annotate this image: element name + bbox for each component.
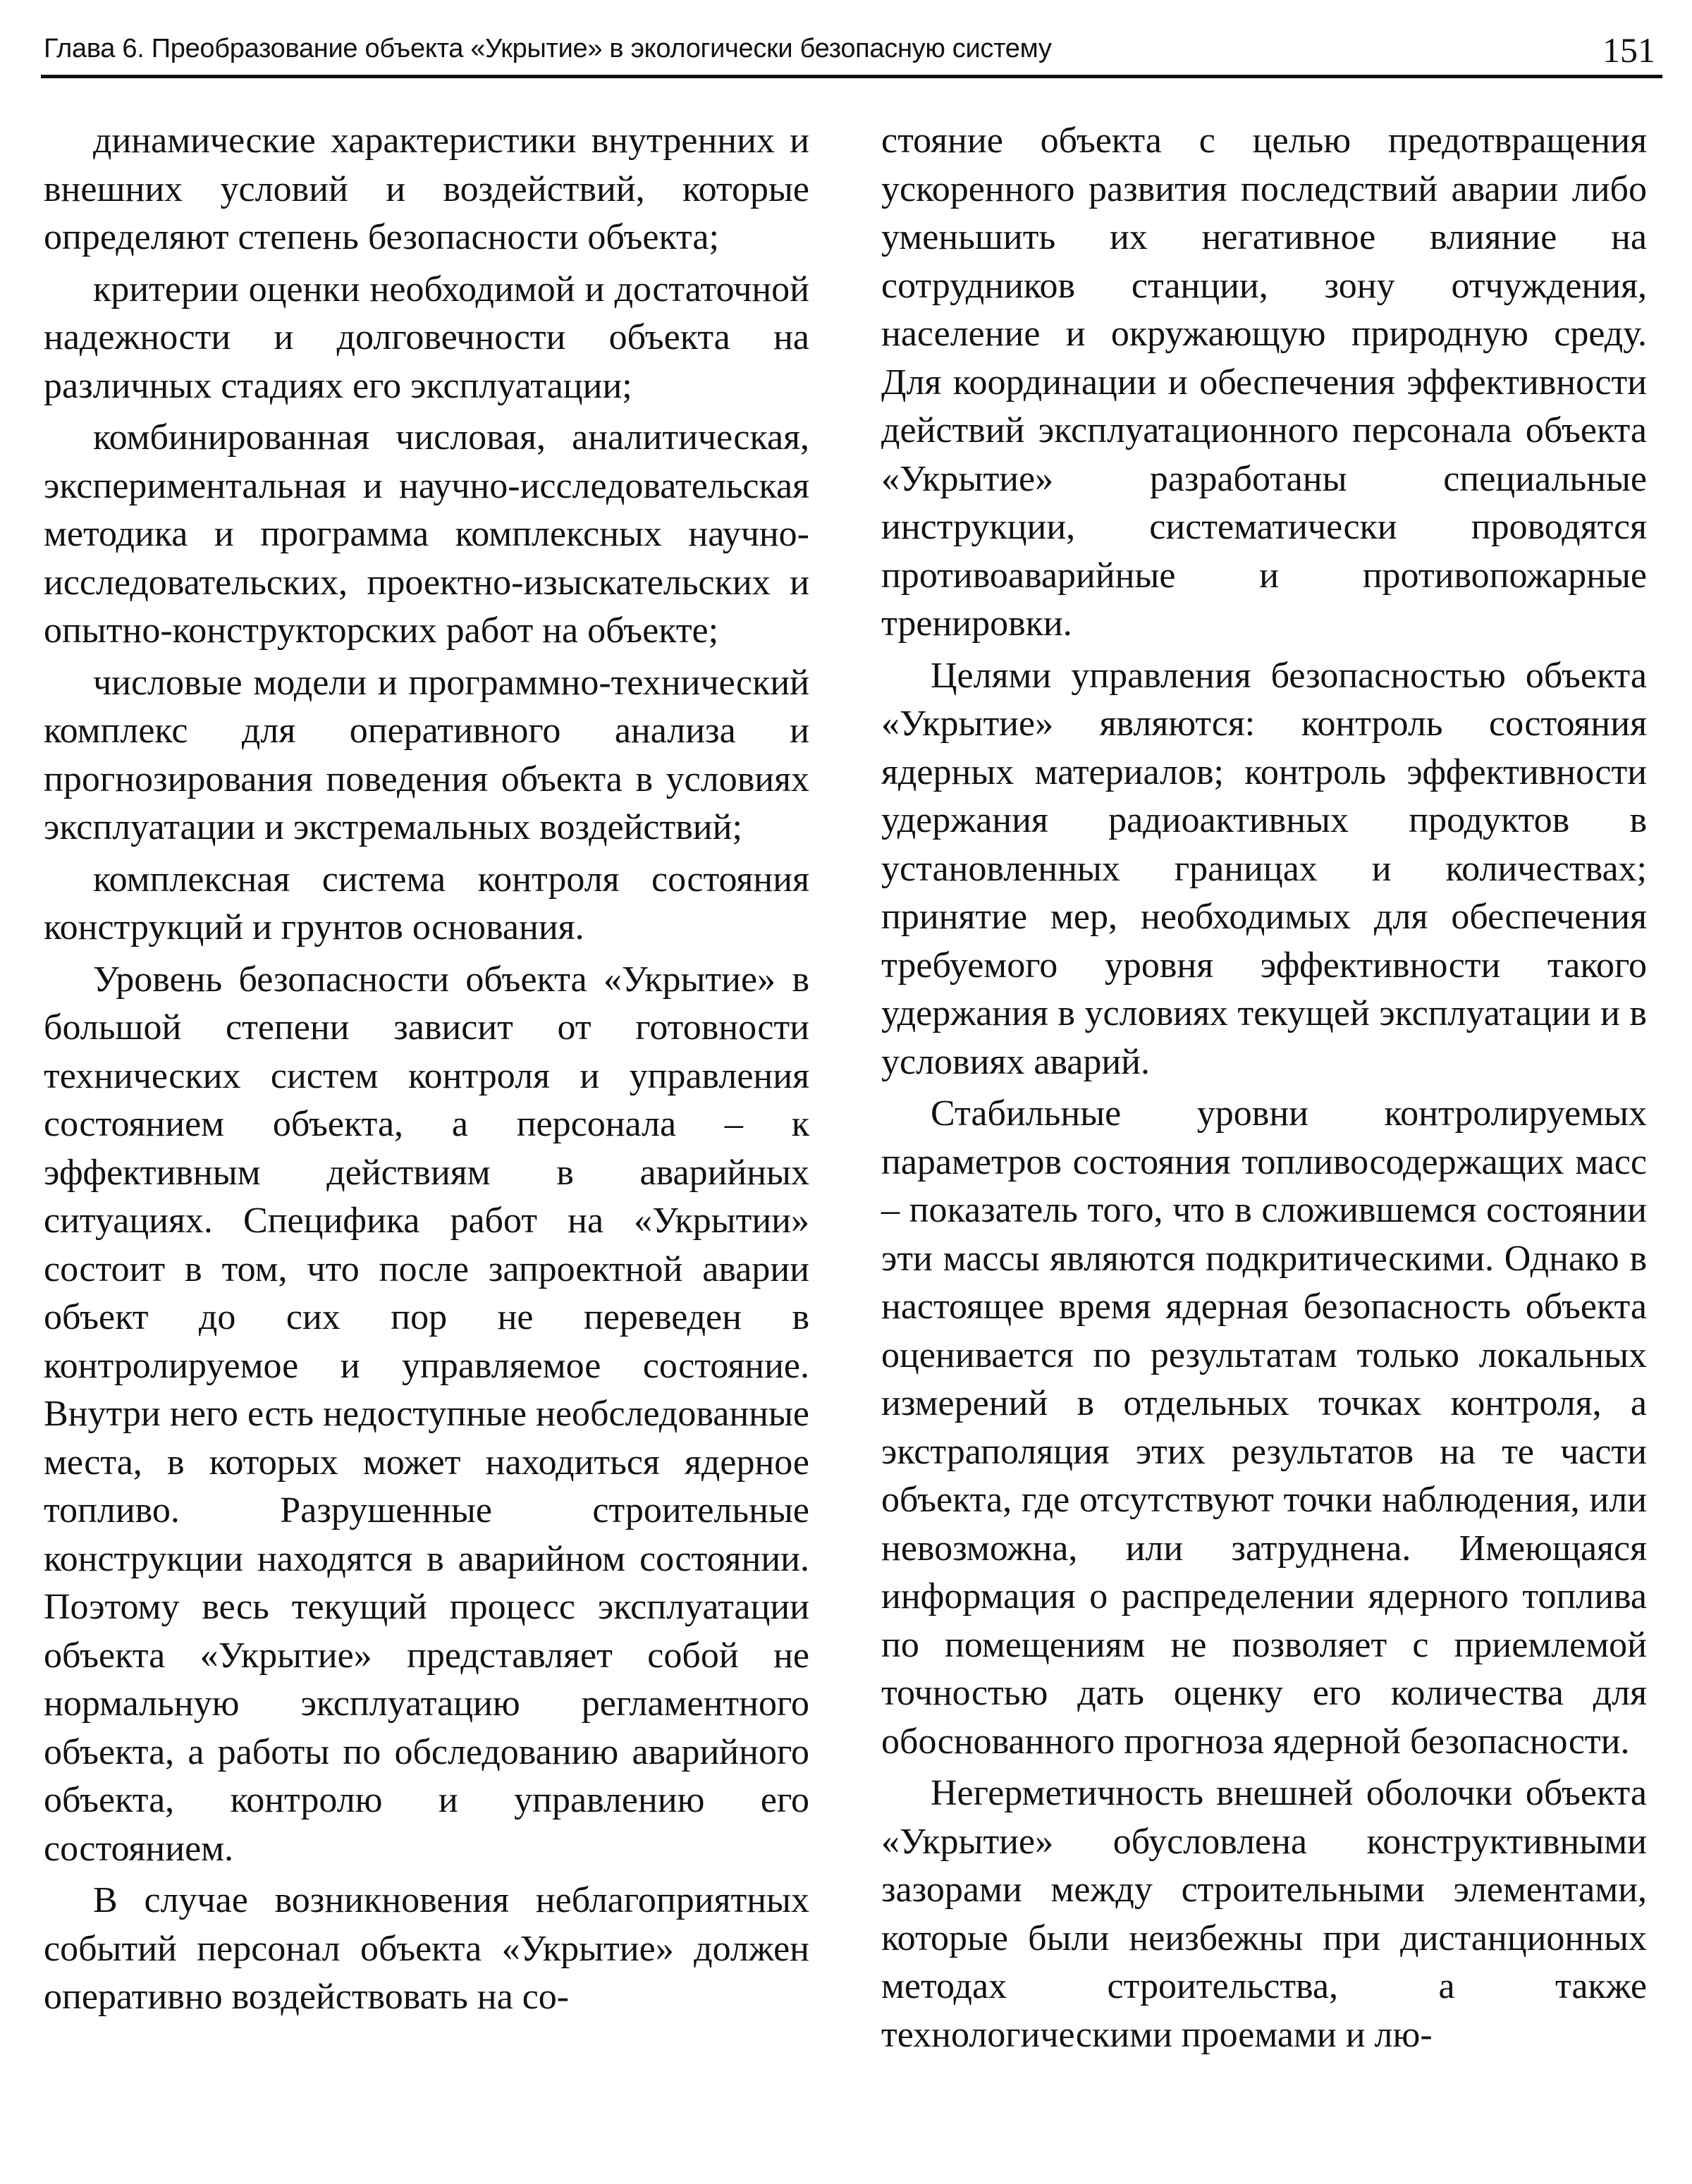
- paragraph: комбинированная числовая, аналитическая, экспериментальная и научно-исследовательская методика и программа комплексных научно-исследовательских, проектно-изыскательских и опытно-конструкторских работ на объекте;: [44, 417, 809, 651]
- paragraph: Уровень безопасности объекта «Укрытие» в большой степени зависит от готовности технических систем контроля и управления состоянием объекта, а персонала – к эффективным действиям в аварийных ситуациях. Специфика работ на «Укрытии» состоит в том, что после запроектной аварии объект до сих пор не переведен в контролируемое и управляемое состояние. Внутри него есть недоступные необследованные места, в которых может находиться ядерное топливо. Разрушенные строительные конструкции находятся в аварийном состоянии. Поэтому весь текущий процесс эксплуатации объекта «Укрытие» представляет собой не нормальную эксплуатацию регламентного объекта, а работы по обследованию аварийного объекта, контролю и управлению его состоянием.: [44, 959, 809, 1869]
- page-number: 151: [1602, 30, 1655, 70]
- running-header: [41, 30, 1662, 73]
- left-column: [44, 117, 809, 2025]
- paragraph-continued: стояние объекта с целью предотвращения ускоренного развития последствий аварии либо уменьшить их негативное влияние на сотрудников станции, зону отчуждения, население и окружающую природную среду. Для координации и обеспечения эффективности действий эксплуатационного персонала объекта «Укрытие» разработаны специальные инструкции, систематически проводятся противоаварийные и противопожарные тренировки.: [881, 121, 1647, 644]
- paragraph: В случае возникновения неблагоприятных событий персонал объекта «Укрытие» должен оперативно воздействовать на со-: [44, 1880, 809, 2017]
- paragraph: Стабильные уровни контролируемых параметров состояния топливосодержащих масс – показатель того, что в сложившемся состоянии эти массы являются подкритическими. Однако в настоящее время ядерная безопасность объекта оценивается по результатам только локальных измерений в отдельных точках контроля, а экстраполяция этих результатов на те части объекта, где отсутствуют точки наблюдения, или невозможна, или затруднена. Имеющаяся информация о распределении ядерного топлива по помещениям не позволяет с приемлемой точностью дать оценку его количества для обоснованного прогноза ядерной безопасности.: [881, 1093, 1647, 1762]
- paragraph: Негерметичность внешней оболочки объекта «Укрытие» обусловлена конструктивными зазорами между строительными элементами, которые были неизбежны при дистанционных методах строительства, а также технологическими проемами и лю-: [881, 1773, 1647, 2055]
- chapter-title: Глава 6. Преобразование объекта «Укрытие» в экологически безопасную систему: [44, 34, 1052, 63]
- paragraph: числовые модели и программно-технический комплекс для оперативного анализа и прогнозирования поведения объекта в условиях эксплуатации и экстремальных воздействий;: [44, 662, 809, 847]
- paragraph: динамические характеристики внутренних и внешних условий и воздействий, которые определяют степень безопасности объекта;: [44, 121, 809, 257]
- header-rule: [41, 75, 1662, 78]
- paragraph: Целями управления безопасностью объекта «Укрытие» являются: контроль состояния ядерных материалов; контроль эффективности удержания радиоактивных продуктов в установленных границах и количествах; принятие мер, необходимых для обеспечения требуемого уровня эффективности такого удержания в условиях текущей эксплуатации и в условиях аварий.: [881, 655, 1647, 1082]
- paragraph: критерии оценки необходимой и достаточной надежности и долговечности объекта на различных стадиях его эксплуатации;: [44, 269, 809, 406]
- paragraph: комплексная система контроля состояния конструкций и грунтов основания.: [44, 859, 809, 947]
- right-column: [881, 117, 1647, 2063]
